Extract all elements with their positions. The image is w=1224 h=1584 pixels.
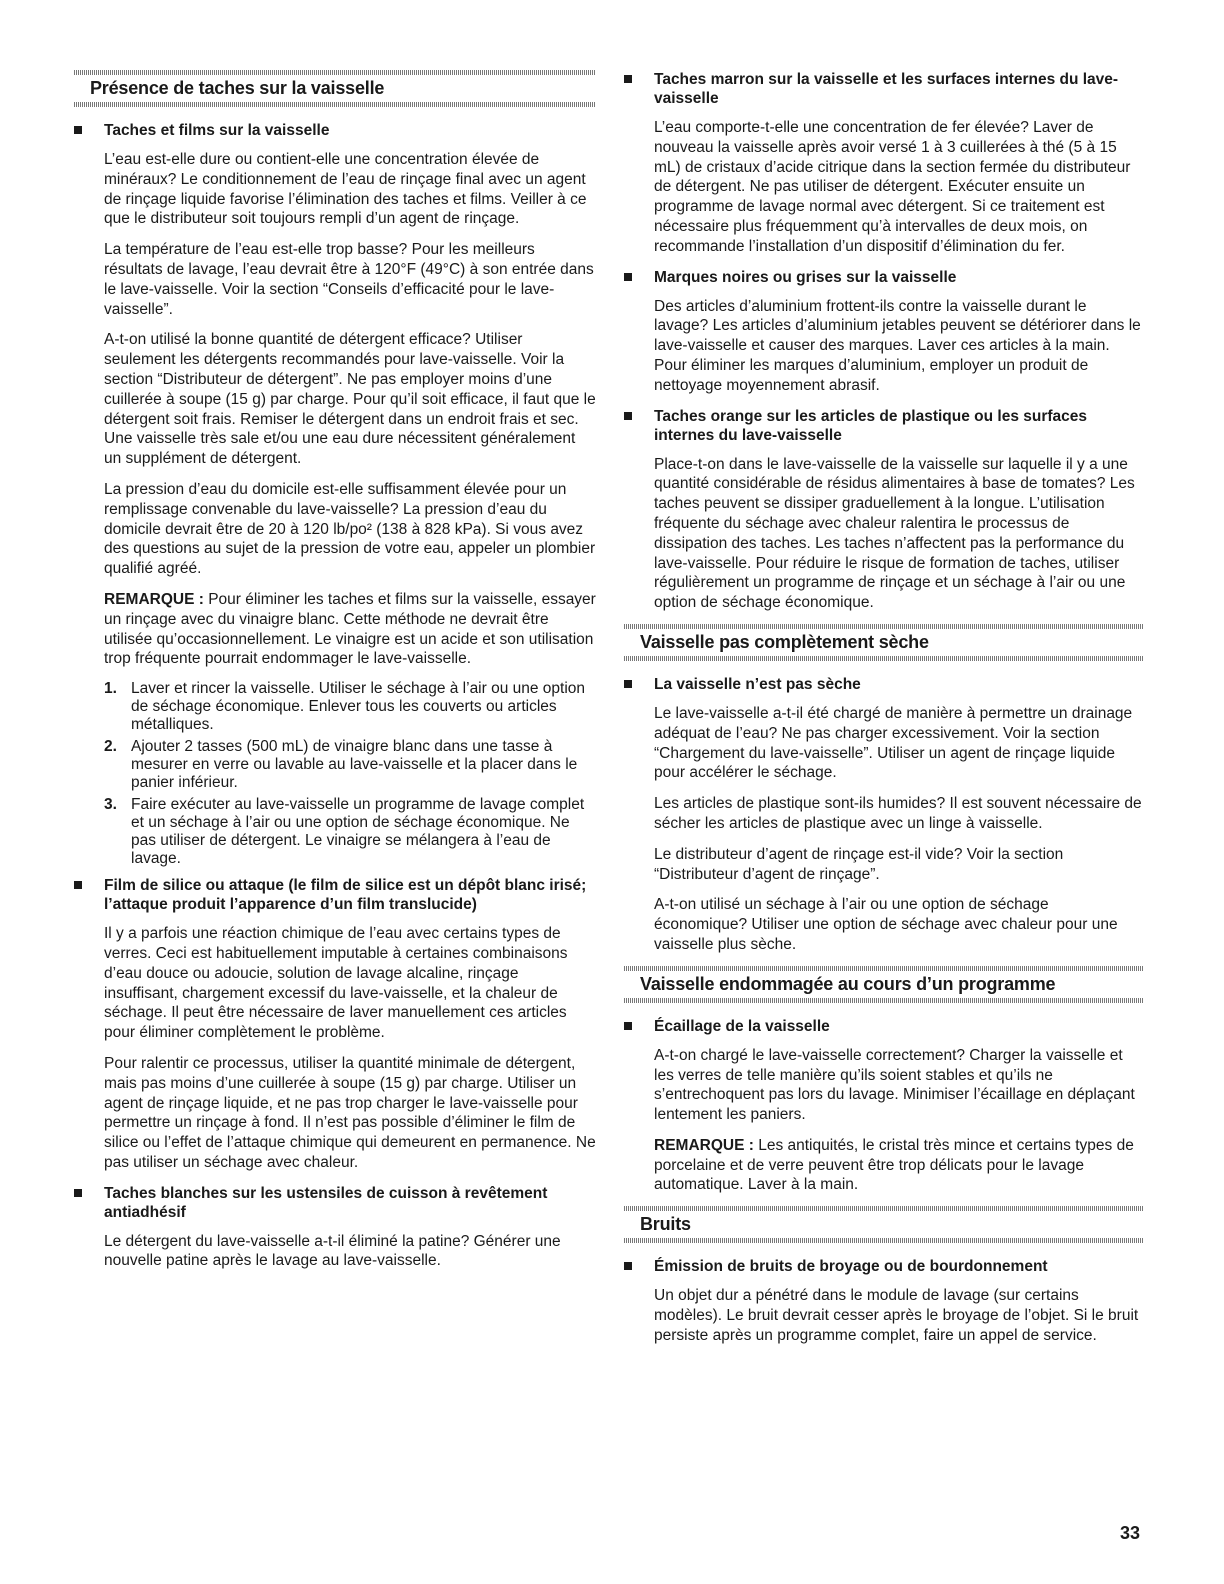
square-bullet-icon bbox=[74, 126, 82, 134]
item-heading: Taches blanches sur les ustensiles de cuisson à revêtement antiadhésif bbox=[74, 1184, 596, 1222]
page-number: 33 bbox=[1119, 1523, 1140, 1543]
right-column bbox=[624, 70, 1144, 1357]
section-header-spots bbox=[74, 70, 596, 107]
list-item: 2. Ajouter 2 tasses (500 mL) de vinaigre blanc dans une tasse à mesurer en verre ou lavable au lave-vaisselle et la placer dans le panier inférieur. bbox=[104, 738, 578, 792]
square-bullet-icon bbox=[624, 680, 632, 688]
section-title: Vaisselle endommagée au cours d’un programme bbox=[640, 973, 1056, 994]
square-bullet-icon bbox=[624, 412, 632, 420]
paragraph: Il y a parfois une réaction chimique de l’eau avec certains types de verres. Ceci est habituellement imputable à certaines combinaisons d’eau douce ou adoucie, solution de lavage alcaline, rinçage insuffisant, chargement excessif du lave-vaisselle, et la chaleur de séchage. Il peut être nécessaire de laver manuellement ces articles pour éliminer complètement le problème. bbox=[104, 925, 568, 1042]
note-label: REMARQUE : bbox=[654, 1136, 754, 1154]
paragraph: Place-t-on dans le lave-vaisselle de la vaisselle sur laquelle il y a une quantité considérable de résidus alimentaires à base de tomates? Les taches peuvent se dissiper graduellement à la longue. L’utilisation fréquente du séchage avec chaleur ralentira le processus de dissipation des taches. Les taches n’affectent pas la performance du lave-vaisselle. Pour réduire le risque de formation de taches, utiliser régulièrement un programme de rinçage et un séchage à l’air ou une option de séchage économique. bbox=[654, 455, 1135, 612]
paragraph: La pression d’eau du domicile est-elle suffisamment élevée pour un remplissage convenable du lave-vaisselle? La pression d’eau du domicile devrait être de 20 à 120 lb/po² (138 à 828 kPa). Si vous avez des questions au sujet de la pression de votre eau, appeler un plombier qualifié agréé. bbox=[104, 480, 596, 578]
item-heading: Taches et films sur la vaisselle bbox=[74, 121, 596, 140]
section-header-not-dry bbox=[624, 624, 1144, 661]
vinegar-steps-list bbox=[74, 680, 596, 868]
paragraph: L’eau comporte-t-elle une concentration de fer élevée? Laver de nouveau la vaisselle après avoir versé 1 à 3 cuillerées à thé (5 à 15 mL) de cristaux d’acide citrique dans la section fermée du distributeur de détergent. Ne pas utiliser de détergent. Exécuter ensuite un programme de lavage normal avec détergent. Si ce traitement est nécessaire plus fréquemment qu’à intervalles de deux mois, on recommande l’installation d’un dispositif d’élimination du fer. bbox=[654, 119, 1131, 255]
paragraph: Pour ralentir ce processus, utiliser la quantité minimale de détergent, mais pas moins d’une cuillerée à soupe (15 g) par charge. Utiliser un agent de rinçage liquide, et ne pas trop charger le lave-vaisselle pour permettre un rinçage à fond. Il n’est pas possible d’éliminer le film de silice ou l’effet de l’attaque chimique qui demeurent en permanence. Ne pas utiliser un séchage avec chaleur. bbox=[104, 1054, 596, 1171]
note-text: Pour éliminer les taches et films sur la vaisselle, essayer un rinçage avec du vinaigre blanc. Cette méthode ne devrait être utilisée qu’occasionnellement. Le vinaigre est un acide et son utilisation trop fréquente pourrait endommager le lave-vaisselle. bbox=[104, 590, 596, 668]
square-bullet-icon bbox=[624, 1262, 632, 1270]
section-title: Bruits bbox=[640, 1214, 691, 1235]
paragraph: A-t-on utilisé un séchage à l’air ou une option de séchage économique? Utiliser une option de séchage avec chaleur pour une vaisselle plus sèche. bbox=[654, 896, 1118, 953]
note-paragraph bbox=[624, 1136, 1144, 1195]
paragraph: Les articles de plastique sont-ils humides? Il est souvent nécessaire de sécher les articles de plastique avec un linge à vaisselle. bbox=[654, 795, 1142, 832]
note-text: Les antiquités, le cristal très mince et certains types de porcelaine et de verre peuvent être trop délicats pour le lavage automatique. Laver à la main. bbox=[654, 1136, 1134, 1194]
item-heading: Taches orange sur les articles de plastique ou les surfaces internes du lave-vaisselle bbox=[624, 407, 1144, 445]
paragraph: A-t-on chargé le lave-vaisselle correctement? Charger la vaisselle et les verres de telle manière qu’ils soient stables et qu’ils ne s’entrechoquent pas lors du lavage. Minimiser l’écaillage en déplaçant lentement les paniers. bbox=[654, 1046, 1135, 1124]
section-header-damaged bbox=[624, 966, 1144, 1003]
note-paragraph bbox=[74, 590, 596, 669]
square-bullet-icon bbox=[624, 1022, 632, 1030]
paragraph: Le distributeur d’agent de rinçage est-il vide? Voir la section “Distributeur d’agent de rinçage”. bbox=[654, 845, 1064, 883]
square-bullet-icon bbox=[74, 1189, 82, 1197]
item-heading: Émission de bruits de broyage ou de bourdonnement bbox=[624, 1257, 1144, 1276]
paragraph: A-t-on utilisé la bonne quantité de détergent efficace? Utiliser seulement les détergents recommandés pour lave-vaisselle. Voir la section “Distributeur de détergent”. Ne pas employer moins d’une cuillerée à soupe (15 g) par charge. Pour qu’il soit efficace, il faut que le détergent soit frais. Remiser le détergent dans un endroit frais et sec. Une vaisselle très sale et/ou une eau dure nécessitent généralement un supplément de détergent. bbox=[104, 331, 596, 468]
square-bullet-icon bbox=[74, 881, 82, 889]
item-heading: Film de silice ou attaque (le film de silice est un dépôt blanc irisé; l’attaque produit l’apparence d’un film translucide) bbox=[74, 876, 596, 914]
section-header-noises bbox=[624, 1206, 1144, 1243]
item-heading: La vaisselle n’est pas sèche bbox=[624, 675, 1144, 694]
paragraph: Un objet dur a pénétré dans le module de lavage (sur certains modèles). Le bruit devrait cesser après le broyage de l’objet. Si le bruit persiste après un programme complet, faire un appel de service. bbox=[654, 1287, 1139, 1344]
list-item: 1. Laver et rincer la vaisselle. Utiliser le séchage à l’air ou une option de séchage économique. Enlever tous les couverts ou articles métalliques. bbox=[104, 680, 586, 734]
left-column bbox=[74, 70, 596, 1282]
paragraph: Le détergent du lave-vaisselle a-t-il éliminé la patine? Générer une nouvelle patine après le lavage au lave-vaisselle. bbox=[104, 1232, 561, 1270]
note-label: REMARQUE : bbox=[104, 590, 204, 608]
paragraph: Des articles d’aluminium frottent-ils contre la vaisselle durant le lavage? Les articles d’aluminium jetables peuvent se détériorer dans le lave-vaisselle et causer des marques. Laver ces articles à la main. Pour éliminer les marques d’aluminium, employer un produit de nettoyage moyennement abrasif. bbox=[654, 297, 1141, 394]
section-title: Présence de taches sur la vaisselle bbox=[90, 78, 385, 98]
item-heading: Écaillage de la vaisselle bbox=[624, 1017, 1144, 1036]
paragraph: La température de l’eau est-elle trop basse? Pour les meilleurs résultats de lavage, l’eau devrait être à 120°F (49°C) à son entrée dans le lave-vaisselle. Voir la section “Conseils d’efficacité pour le lave-vaisselle”. bbox=[104, 241, 594, 318]
square-bullet-icon bbox=[624, 75, 632, 83]
item-heading: Taches marron sur la vaisselle et les surfaces internes du lave-vaisselle bbox=[624, 70, 1144, 108]
list-item: 3. Faire exécuter au lave-vaisselle un programme de lavage complet et un séchage à l’air ou une option de séchage économique. Ne pas utiliser de détergent. Le vinaigre se mélangera à l’eau de lavage. bbox=[104, 796, 585, 868]
square-bullet-icon bbox=[624, 273, 632, 281]
section-title: Vaisselle pas complètement sèche bbox=[640, 631, 929, 652]
paragraph: L’eau est-elle dure ou contient-elle une concentration élevée de minéraux? Le conditionnement de l’eau de rinçage final avec un agent de rinçage liquide favorise l’élimination des taches et films. Veiller à ce que le distributeur soit toujours rempli d’un agent de rinçage. bbox=[104, 151, 587, 228]
paragraph: Le lave-vaisselle a-t-il été chargé de manière à permettre un drainage adéquat de l’eau? Ne pas charger excessivement. Voir la section “Chargement du lave-vaisselle”. Utiliser un agent de rinçage liquide pour accélérer le séchage. bbox=[654, 704, 1133, 782]
item-heading: Marques noires ou grises sur la vaisselle bbox=[624, 268, 1144, 287]
